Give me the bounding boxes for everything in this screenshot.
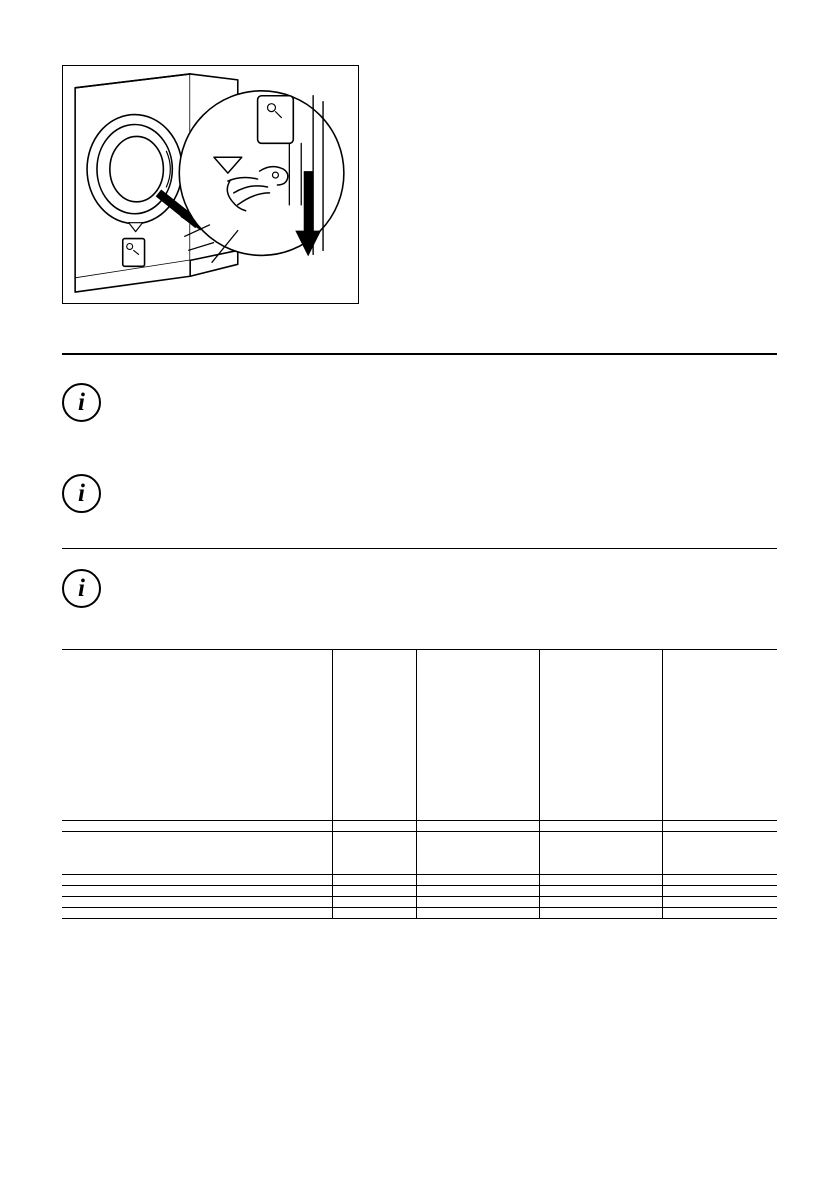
table-cell (662, 875, 777, 886)
divider-middle (62, 548, 777, 549)
table-cell (332, 875, 417, 886)
table-row (62, 897, 777, 908)
table-cell (62, 908, 332, 919)
table-cell (662, 821, 777, 832)
table-cell (540, 875, 663, 886)
table-cell (332, 897, 417, 908)
table-cell (332, 832, 417, 875)
table-cell (540, 832, 663, 875)
specification-table (62, 649, 777, 919)
table-row (62, 821, 777, 832)
table-cell (62, 897, 332, 908)
table-cell (417, 897, 540, 908)
table-cell (540, 908, 663, 919)
table-cell (332, 886, 417, 897)
table-cell (332, 821, 417, 832)
illustration-svg (63, 66, 358, 303)
table-cell (332, 908, 417, 919)
note-3 (62, 569, 777, 608)
info-icon: i (62, 383, 101, 422)
table-row (62, 908, 777, 919)
note-2 (62, 474, 777, 513)
table-cell (417, 832, 540, 875)
table-cell (662, 832, 777, 875)
table-cell (62, 886, 332, 897)
table-cell (417, 886, 540, 897)
spec-table (62, 649, 777, 919)
info-icon: i (62, 474, 101, 513)
table-cell (540, 821, 663, 832)
table-cell (540, 886, 663, 897)
table-cell (662, 908, 777, 919)
table-cell (662, 897, 777, 908)
info-icon: i (62, 569, 101, 608)
table-row (62, 886, 777, 897)
table-cell (662, 886, 777, 897)
table-cell (417, 908, 540, 919)
table-header-cell (417, 650, 540, 821)
table-row (62, 832, 777, 875)
note-1 (62, 383, 777, 422)
table-header-row (62, 650, 777, 821)
table-cell (62, 821, 332, 832)
table-cell (417, 875, 540, 886)
table-header-cell (62, 650, 332, 821)
table-row (62, 875, 777, 886)
table-header-cell (540, 650, 663, 821)
table-header-cell (662, 650, 777, 821)
divider-top (62, 353, 777, 355)
table-header-cell (332, 650, 417, 821)
table-cell (62, 875, 332, 886)
table-cell (62, 832, 332, 875)
appliance-illustration (62, 65, 359, 304)
table-cell (417, 821, 540, 832)
table-cell (540, 897, 663, 908)
